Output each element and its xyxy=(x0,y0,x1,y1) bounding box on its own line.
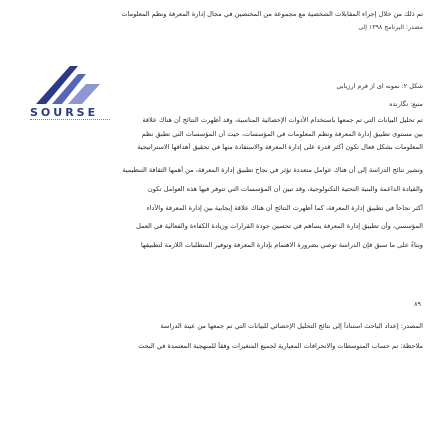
paragraph-line: تم تحليل البيانات التي تم جمعها باستخدام الأدوات الإحصائية المناسبة، وقد أظهرت النتائج أن هناك علاقة xyxy=(142,116,423,124)
paragraph-line: المعلومات بشكل فعال تكون أكثر قدرة على إدارة المعرفة والاستفادة منها في تحقيق أهدافها الاستراتيجية xyxy=(137,143,423,151)
sourse-logo xyxy=(30,62,108,124)
footer-line: ملاحظة: تم حساب المتوسطات والانحرافات المعيارية لجميع المتغيرات وفقاً للمنهجية المعتمدة في البحث xyxy=(138,342,423,350)
figure-source: منبع: نگارنده xyxy=(389,100,423,108)
paragraph-line: بين مستوى تطبيق إدارة المعرفة ونظم المعلومات في المؤسسات، حيث أن المؤسسات التي تطبق نظم xyxy=(141,130,423,138)
footer-line: المصدر: إعداد الباحث استناداً إلى نتائج التحليل الإحصائي للبيانات التي تم جمعها من عينة الدراسة xyxy=(160,322,423,330)
page-number: ٨٩ xyxy=(414,300,421,308)
body-line: والقيادة الداعمة والبنية التحتية التكنولوجية، وقد تبين أن المؤسسات التي تتوفر فيها هذه العوامل تكون xyxy=(147,185,423,193)
sourse-logo-mark-icon xyxy=(30,62,108,108)
source-line: مصدر: البرنامج ١٣٩٨ إلى xyxy=(358,24,423,31)
body-line: المؤسسي، وأن تطبيق إدارة المعرفة يساهم في تحسين جودة القرارات وزيادة الكفاءة والفعالية في العمل xyxy=(136,222,423,230)
body-line: وبناءً على ما سبق فإن الدراسة توصي بضرورة الاهتمام بإدارة المعرفة وتوفير المتطلبات اللازمة لتطبيقها xyxy=(140,241,423,249)
logo-wordmark: SOURSE xyxy=(30,106,99,119)
body-line: وتشير نتائج الدراسة إلى أن هناك عوامل متعددة تؤثر في نجاح تطبيق إدارة المعرفة، من أهمها الثقافة التنظيمية xyxy=(122,166,423,174)
intro-line: تم ذلك من خلال إجراء المقابلات الشخصية مع مجموعة من المختصين في مجال إدارة المعرفة ونظم المعلومات xyxy=(121,10,423,18)
body-line: أكثر نجاحاً في تطبيق إدارة المعرفة، كما أظهرت النتائج أن هناك علاقة إيجابية بين إدارة المعرفة والأداء xyxy=(146,204,423,212)
figure-caption: شکل ۲: نمونه ای از فرم ارزیابی xyxy=(336,82,423,90)
